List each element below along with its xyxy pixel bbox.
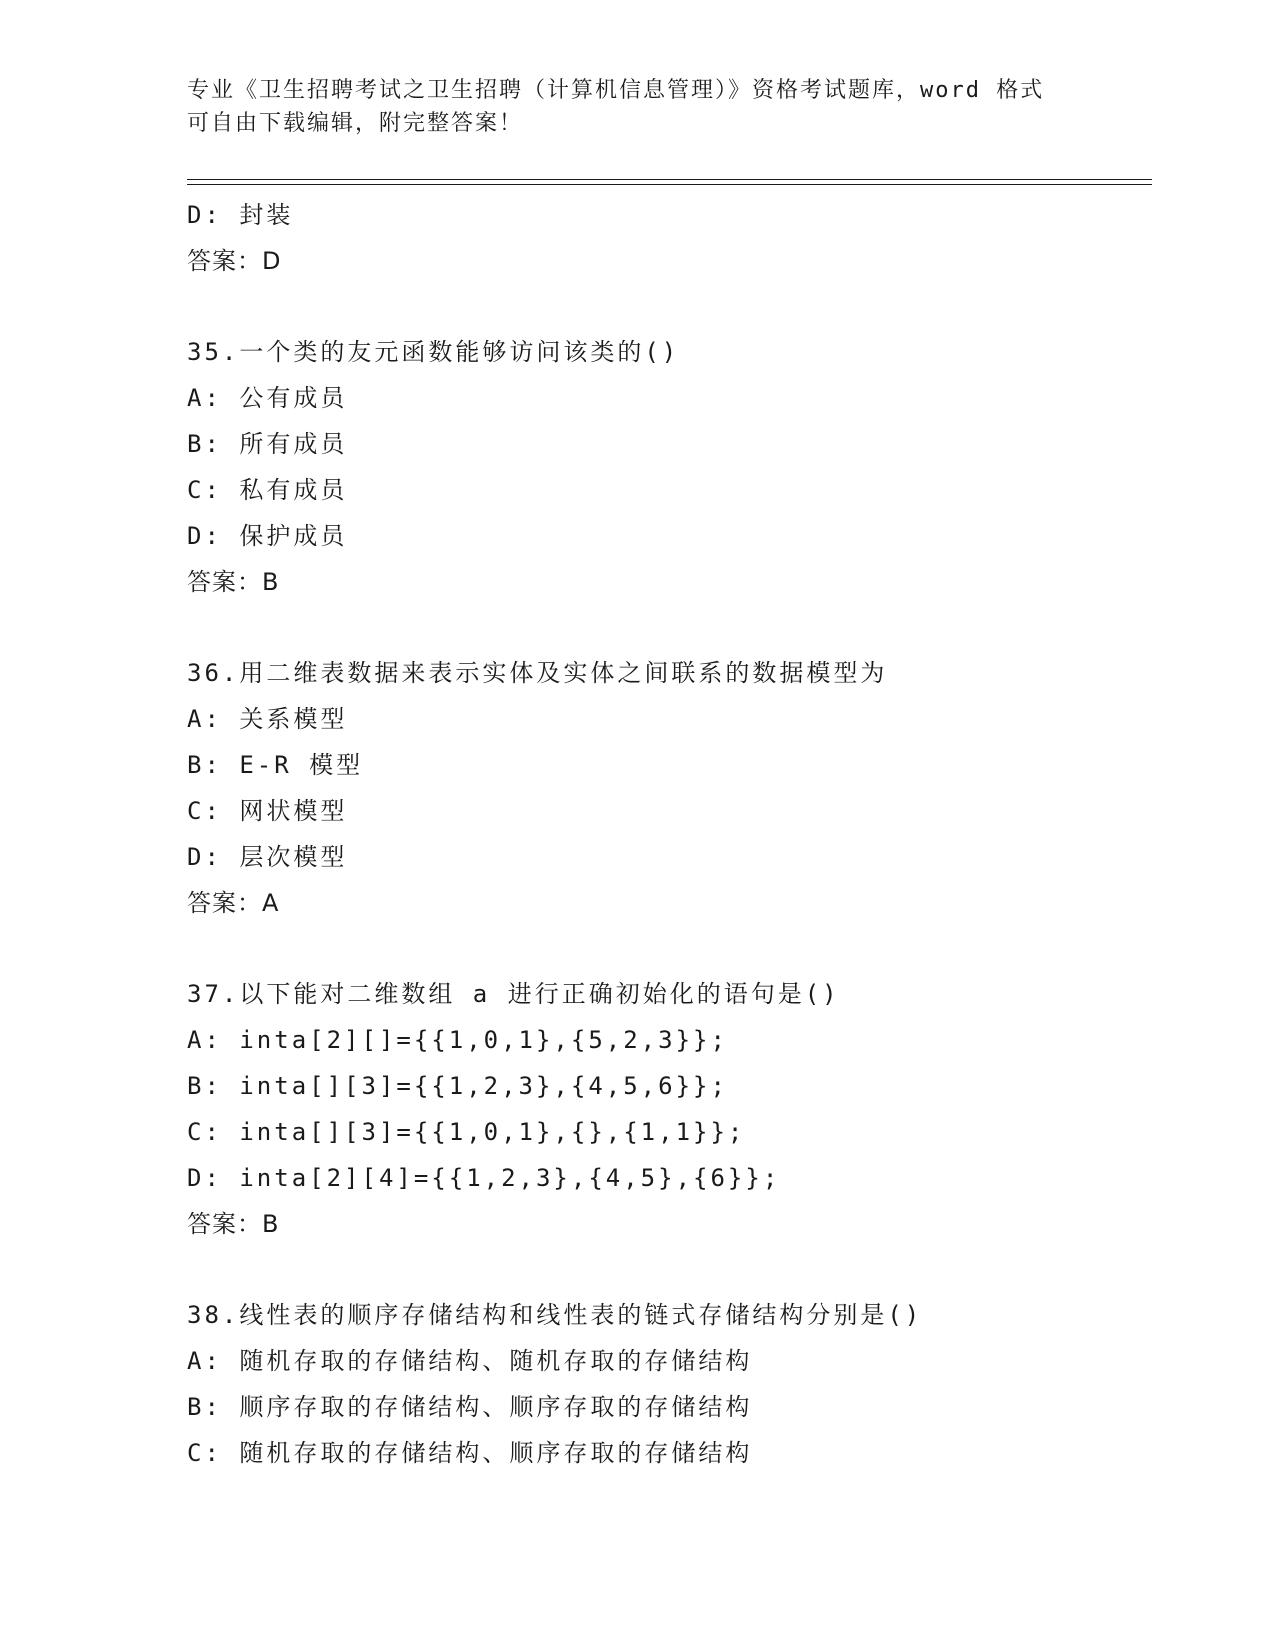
question-stem: 37.以下能对二维数组 a 进行正确初始化的语句是(): [187, 980, 840, 1008]
option-d: D: inta[2][4]={{1,2,3},{4,5},{6}};: [187, 1164, 781, 1192]
question-stem: 36.用二维表数据来表示实体及实体之间联系的数据模型为: [187, 659, 888, 687]
spacer: [187, 605, 1147, 650]
option-d: D: 层次模型: [187, 843, 348, 871]
answer: 答案：B: [187, 1210, 280, 1238]
option-c: C: 随机存取的存储结构、顺序存取的存储结构: [187, 1439, 753, 1467]
option-a: A: inta[2][]={{1,0,1},{5,2,3}};: [187, 1026, 728, 1054]
question-36: [187, 650, 1147, 926]
header-line-1: 专业《卫生招聘考试之卫生招聘（计算机信息管理）》资格考试题库，word 格式: [187, 78, 1045, 103]
option-a: A: 随机存取的存储结构、随机存取的存储结构: [187, 1347, 753, 1375]
spacer: [187, 284, 1147, 329]
question-stem: 35.一个类的友元函数能够访问该类的(): [187, 338, 680, 366]
spacer: [187, 926, 1147, 971]
question-38: [187, 1292, 1147, 1476]
option-b: B: 顺序存取的存储结构、顺序存取的存储结构: [187, 1393, 753, 1421]
answer: 答案：A: [187, 889, 280, 917]
option-b: B: E-R 模型: [187, 751, 364, 779]
option-c: C: 网状模型: [187, 797, 348, 825]
carryover-answer: 答案：D: [187, 247, 282, 275]
header-line-2: 可自由下载编辑，附完整答案！: [187, 111, 524, 136]
option-a: A: 关系模型: [187, 705, 348, 733]
option-b: B: inta[][3]={{1,2,3},{4,5,6}};: [187, 1072, 728, 1100]
option-c: C: 私有成员: [187, 476, 348, 504]
question-37: [187, 971, 1147, 1247]
document-header: [187, 74, 1067, 140]
option-d: D: 保护成员: [187, 522, 348, 550]
question-list: [187, 192, 1147, 1476]
option-a: A: 公有成员: [187, 384, 348, 412]
header-divider-bottom: [187, 184, 1152, 185]
carryover-option-d: D: 封装: [187, 201, 294, 229]
question-35: [187, 329, 1147, 605]
spacer: [187, 1247, 1147, 1292]
header-divider-top: [187, 179, 1152, 180]
answer: 答案：B: [187, 568, 280, 596]
option-b: B: 所有成员: [187, 430, 348, 458]
question-stem: 38.线性表的顺序存储结构和线性表的链式存储结构分别是(): [187, 1301, 923, 1329]
option-c: C: inta[][3]={{1,0,1},{},{1,1}};: [187, 1118, 746, 1146]
